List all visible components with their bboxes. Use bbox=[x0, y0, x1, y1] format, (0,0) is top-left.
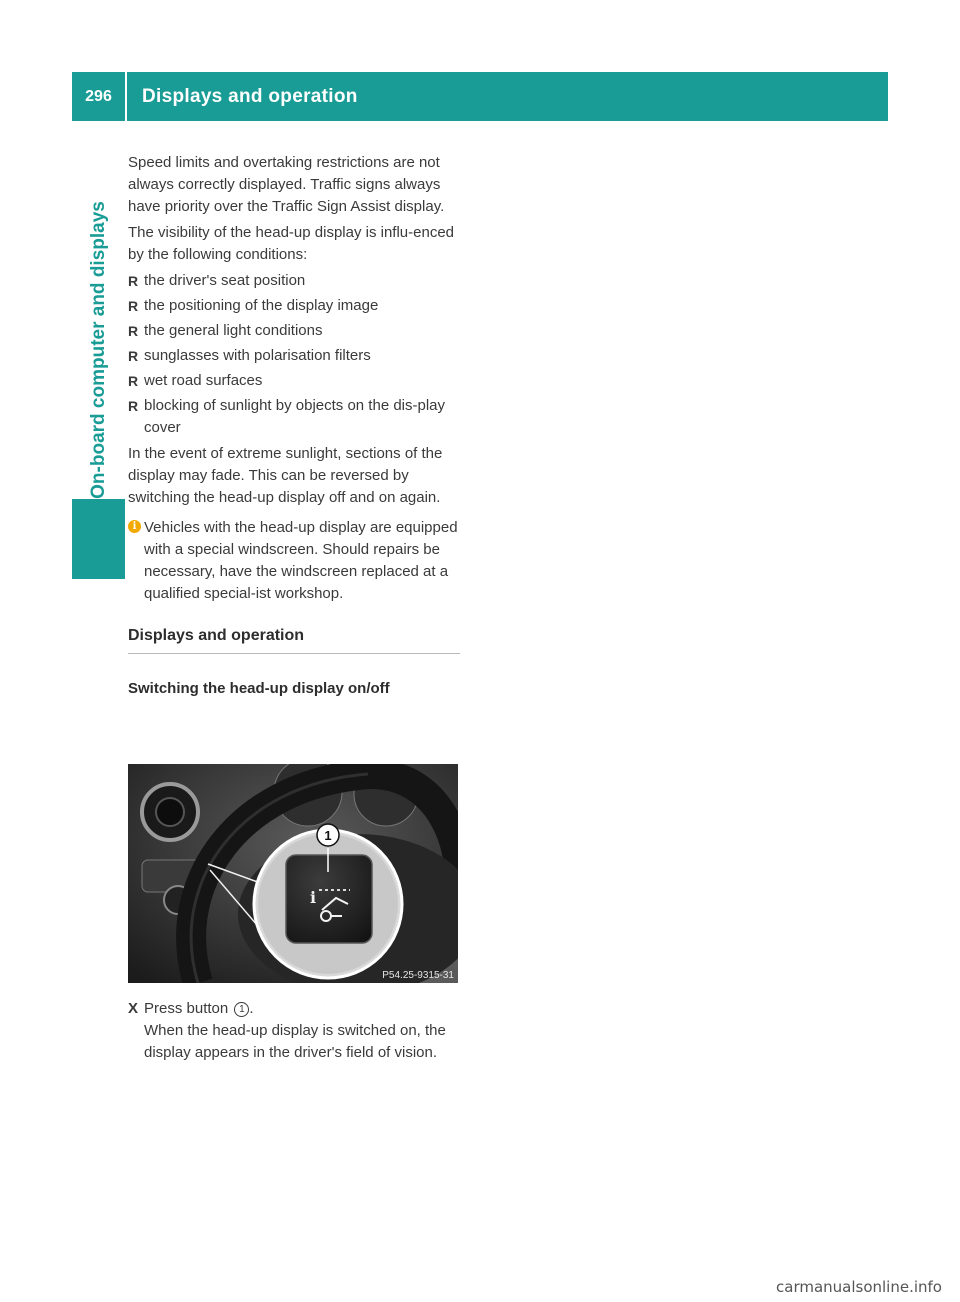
step-prefix: Press button bbox=[144, 1000, 229, 1017]
instruction-result: When the head-up display is switched on, the display appears in the driver's field of vision. bbox=[144, 1022, 446, 1061]
section-heading: Displays and operation bbox=[128, 625, 460, 654]
instruction-block bbox=[128, 998, 460, 1064]
page-header bbox=[72, 72, 888, 121]
side-tab-marker bbox=[72, 499, 125, 579]
list-item bbox=[128, 295, 460, 317]
list-item-text: the positioning of the display image bbox=[144, 297, 379, 314]
image-code: P54.25-9315-31 bbox=[382, 970, 454, 981]
list-item-text: blocking of sunlight by objects on the dis-play cover bbox=[144, 397, 446, 436]
side-tab-label: On-board computer and displays bbox=[88, 201, 109, 499]
list-item bbox=[128, 320, 460, 342]
header-title: Displays and operation bbox=[142, 85, 358, 107]
bullet-icon: R bbox=[128, 323, 139, 339]
steering-wheel-figure bbox=[128, 764, 458, 983]
list-item bbox=[128, 345, 460, 367]
info-icon: i bbox=[128, 520, 141, 533]
list-item bbox=[128, 395, 460, 439]
callout-number: 1 bbox=[324, 828, 332, 843]
main-content bbox=[128, 152, 460, 700]
page-number: 296 bbox=[85, 87, 112, 105]
list-item bbox=[128, 270, 460, 292]
list-item-text: wet road surfaces bbox=[144, 372, 263, 389]
info-note-text: Vehicles with the head-up display are equipped with a special windscreen. Should repairs be necessary, have the windscreen replaced at a qualified special-ist workshop. bbox=[144, 519, 458, 602]
list-item-text: the driver's seat position bbox=[144, 272, 306, 289]
bullet-icon: R bbox=[128, 298, 139, 314]
button-reference: 1 bbox=[234, 1002, 249, 1017]
list-item-text: sunglasses with polarisation filters bbox=[144, 347, 371, 364]
list-item bbox=[128, 370, 460, 392]
paragraph: The visibility of the head-up display is influ-enced by the following conditions: bbox=[128, 224, 455, 263]
bullet-icon: R bbox=[128, 273, 139, 289]
step-suffix: . bbox=[249, 1000, 254, 1017]
action-arrow-icon: X bbox=[128, 1000, 139, 1017]
watermark: carmanualsonline.info bbox=[776, 1278, 942, 1296]
paragraph: Speed limits and overtaking restrictions are not always correctly displayed. Traffic signs always have priority over the Traffic Sign Assist display. bbox=[128, 154, 445, 215]
bullet-icon: R bbox=[128, 398, 139, 414]
list-item-text: the general light conditions bbox=[144, 322, 323, 339]
hud-info-icon: i bbox=[309, 888, 317, 907]
bullet-icon: R bbox=[128, 348, 139, 364]
instruction-step bbox=[128, 998, 460, 1020]
bullet-icon: R bbox=[128, 373, 139, 389]
header-divider bbox=[125, 72, 127, 121]
subsection-heading: Switching the head-up display on/off bbox=[128, 680, 390, 697]
steering-wheel-illustration bbox=[128, 764, 458, 983]
paragraph: In the event of extreme sunlight, sections of the display may fade. This can be reversed by switching the head-up display off and on again. bbox=[128, 445, 443, 506]
info-note bbox=[128, 517, 460, 605]
conditions-list bbox=[128, 270, 460, 439]
